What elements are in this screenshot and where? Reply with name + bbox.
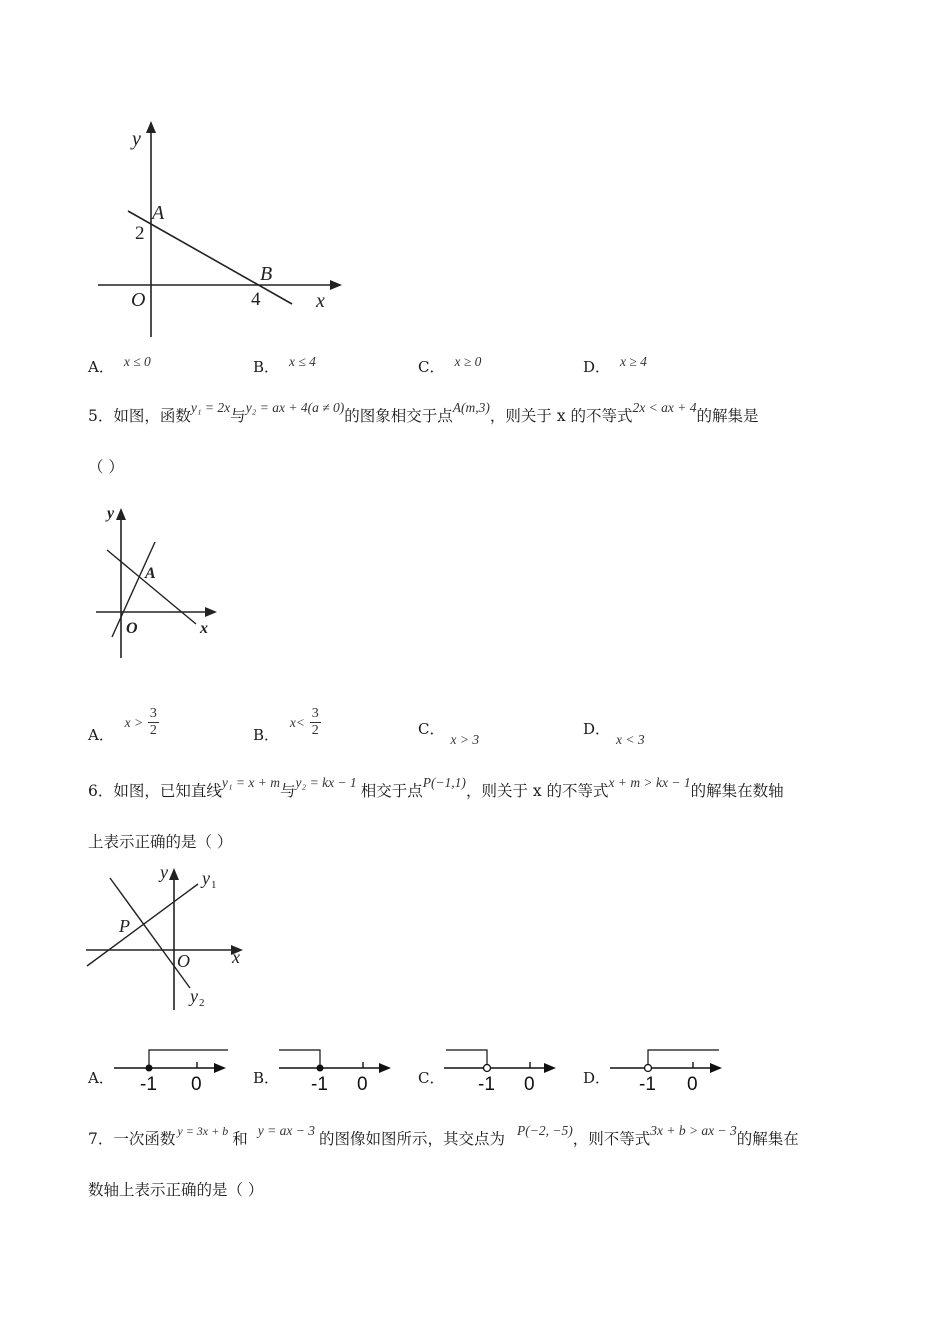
q6-option-a-letter[interactable]: A． <box>88 1069 114 1087</box>
q6-option-b-numberline <box>275 1045 400 1095</box>
q4-option-d[interactable]: D． x ≥ 4 <box>583 354 647 376</box>
q5-option-b[interactable]: B． x< $\frac{3}{2}$ <box>253 706 319 744</box>
q6-y-axis-label: y <box>160 862 168 882</box>
q5-graph <box>90 500 230 665</box>
q5-point-a-label: A <box>145 565 156 582</box>
q4-graph <box>90 115 360 345</box>
q6-option-a-numberline <box>110 1045 235 1095</box>
q6-option-d-numberline <box>606 1045 731 1095</box>
svg-text:-1: -1 <box>311 1074 328 1095</box>
q4-y-axis-label: y <box>132 128 141 150</box>
q6-line1-sub: 1 <box>211 879 217 891</box>
q4-x-axis-label: x <box>316 290 325 312</box>
q4-y-intercept-label: 2 <box>135 223 145 244</box>
q4-point-a-label: A <box>152 202 165 224</box>
q7-question: 7．一次函数 $^{y = 3x + b}$ 和 y = ax − 3 的图像如图所示，其交点为 P(−2, −5)，则不等式3x + b > ax − 3的解集在 <box>88 1123 799 1148</box>
q6-question: 6．如图，已知直线y₁ = x + m与y₂ = kx − 1 相交于点P(−1,1)，则关于 x 的不等式x + m > kx − 1的解集在数轴 <box>88 775 784 800</box>
q6-x-axis-label: x <box>232 947 240 967</box>
q5-question: 5．如图，函数y₁ = 2x与y₂ = ax + 4(a ≠ 0)的图象相交于点A(m,3)，则关于 x 的不等式2x < ax + 4的解集是 <box>88 400 759 425</box>
q4-option-c[interactable]: C． x ≥ 0 <box>418 354 482 376</box>
q7-question-line2: 数轴上表示正确的是（ ） <box>88 1181 264 1199</box>
q5-y-axis-label: y <box>107 505 115 522</box>
q5-option-a[interactable]: A． x > $\frac{3}{2}$ <box>88 706 157 744</box>
svg-text:-1: -1 <box>478 1074 495 1095</box>
q6-line2-label: y <box>190 986 198 1006</box>
q6-point-p-label: P <box>119 916 130 936</box>
q6-option-b-letter[interactable]: B． <box>253 1069 280 1087</box>
q4-x-intercept-label: 4 <box>251 289 261 310</box>
svg-text:0: 0 <box>687 1074 698 1095</box>
q6-graph <box>82 862 252 1017</box>
svg-text:0: 0 <box>524 1074 535 1095</box>
q5-x-axis-label: x <box>200 620 208 637</box>
q4-origin-label: O <box>131 289 146 311</box>
svg-text:0: 0 <box>191 1074 202 1095</box>
q5-answer-bracket: （ ） <box>88 458 124 476</box>
svg-text:0: 0 <box>357 1074 368 1095</box>
q6-line2-sub: 2 <box>199 997 205 1009</box>
q6-option-c-letter[interactable]: C． <box>418 1069 445 1087</box>
q4-option-a[interactable]: A． x ≤ 0 <box>88 354 151 376</box>
q6-option-d-letter[interactable]: D． <box>583 1069 611 1087</box>
q6-line1-label: y <box>202 868 210 888</box>
q6-origin-label: O <box>177 951 190 971</box>
svg-text:-1: -1 <box>140 1074 157 1095</box>
q5-origin-label: O <box>126 620 138 637</box>
q6-question-line2: 上表示正确的是（ ） <box>88 833 233 851</box>
q4-point-b-label: B <box>260 263 273 285</box>
q5-option-d[interactable]: D．x < 3 <box>583 720 645 747</box>
q5-option-c[interactable]: C．x > 3 <box>418 720 480 747</box>
svg-text:-1: -1 <box>639 1074 656 1095</box>
q4-option-b[interactable]: B． x ≤ 4 <box>253 354 316 376</box>
q6-option-c-numberline <box>440 1045 565 1095</box>
